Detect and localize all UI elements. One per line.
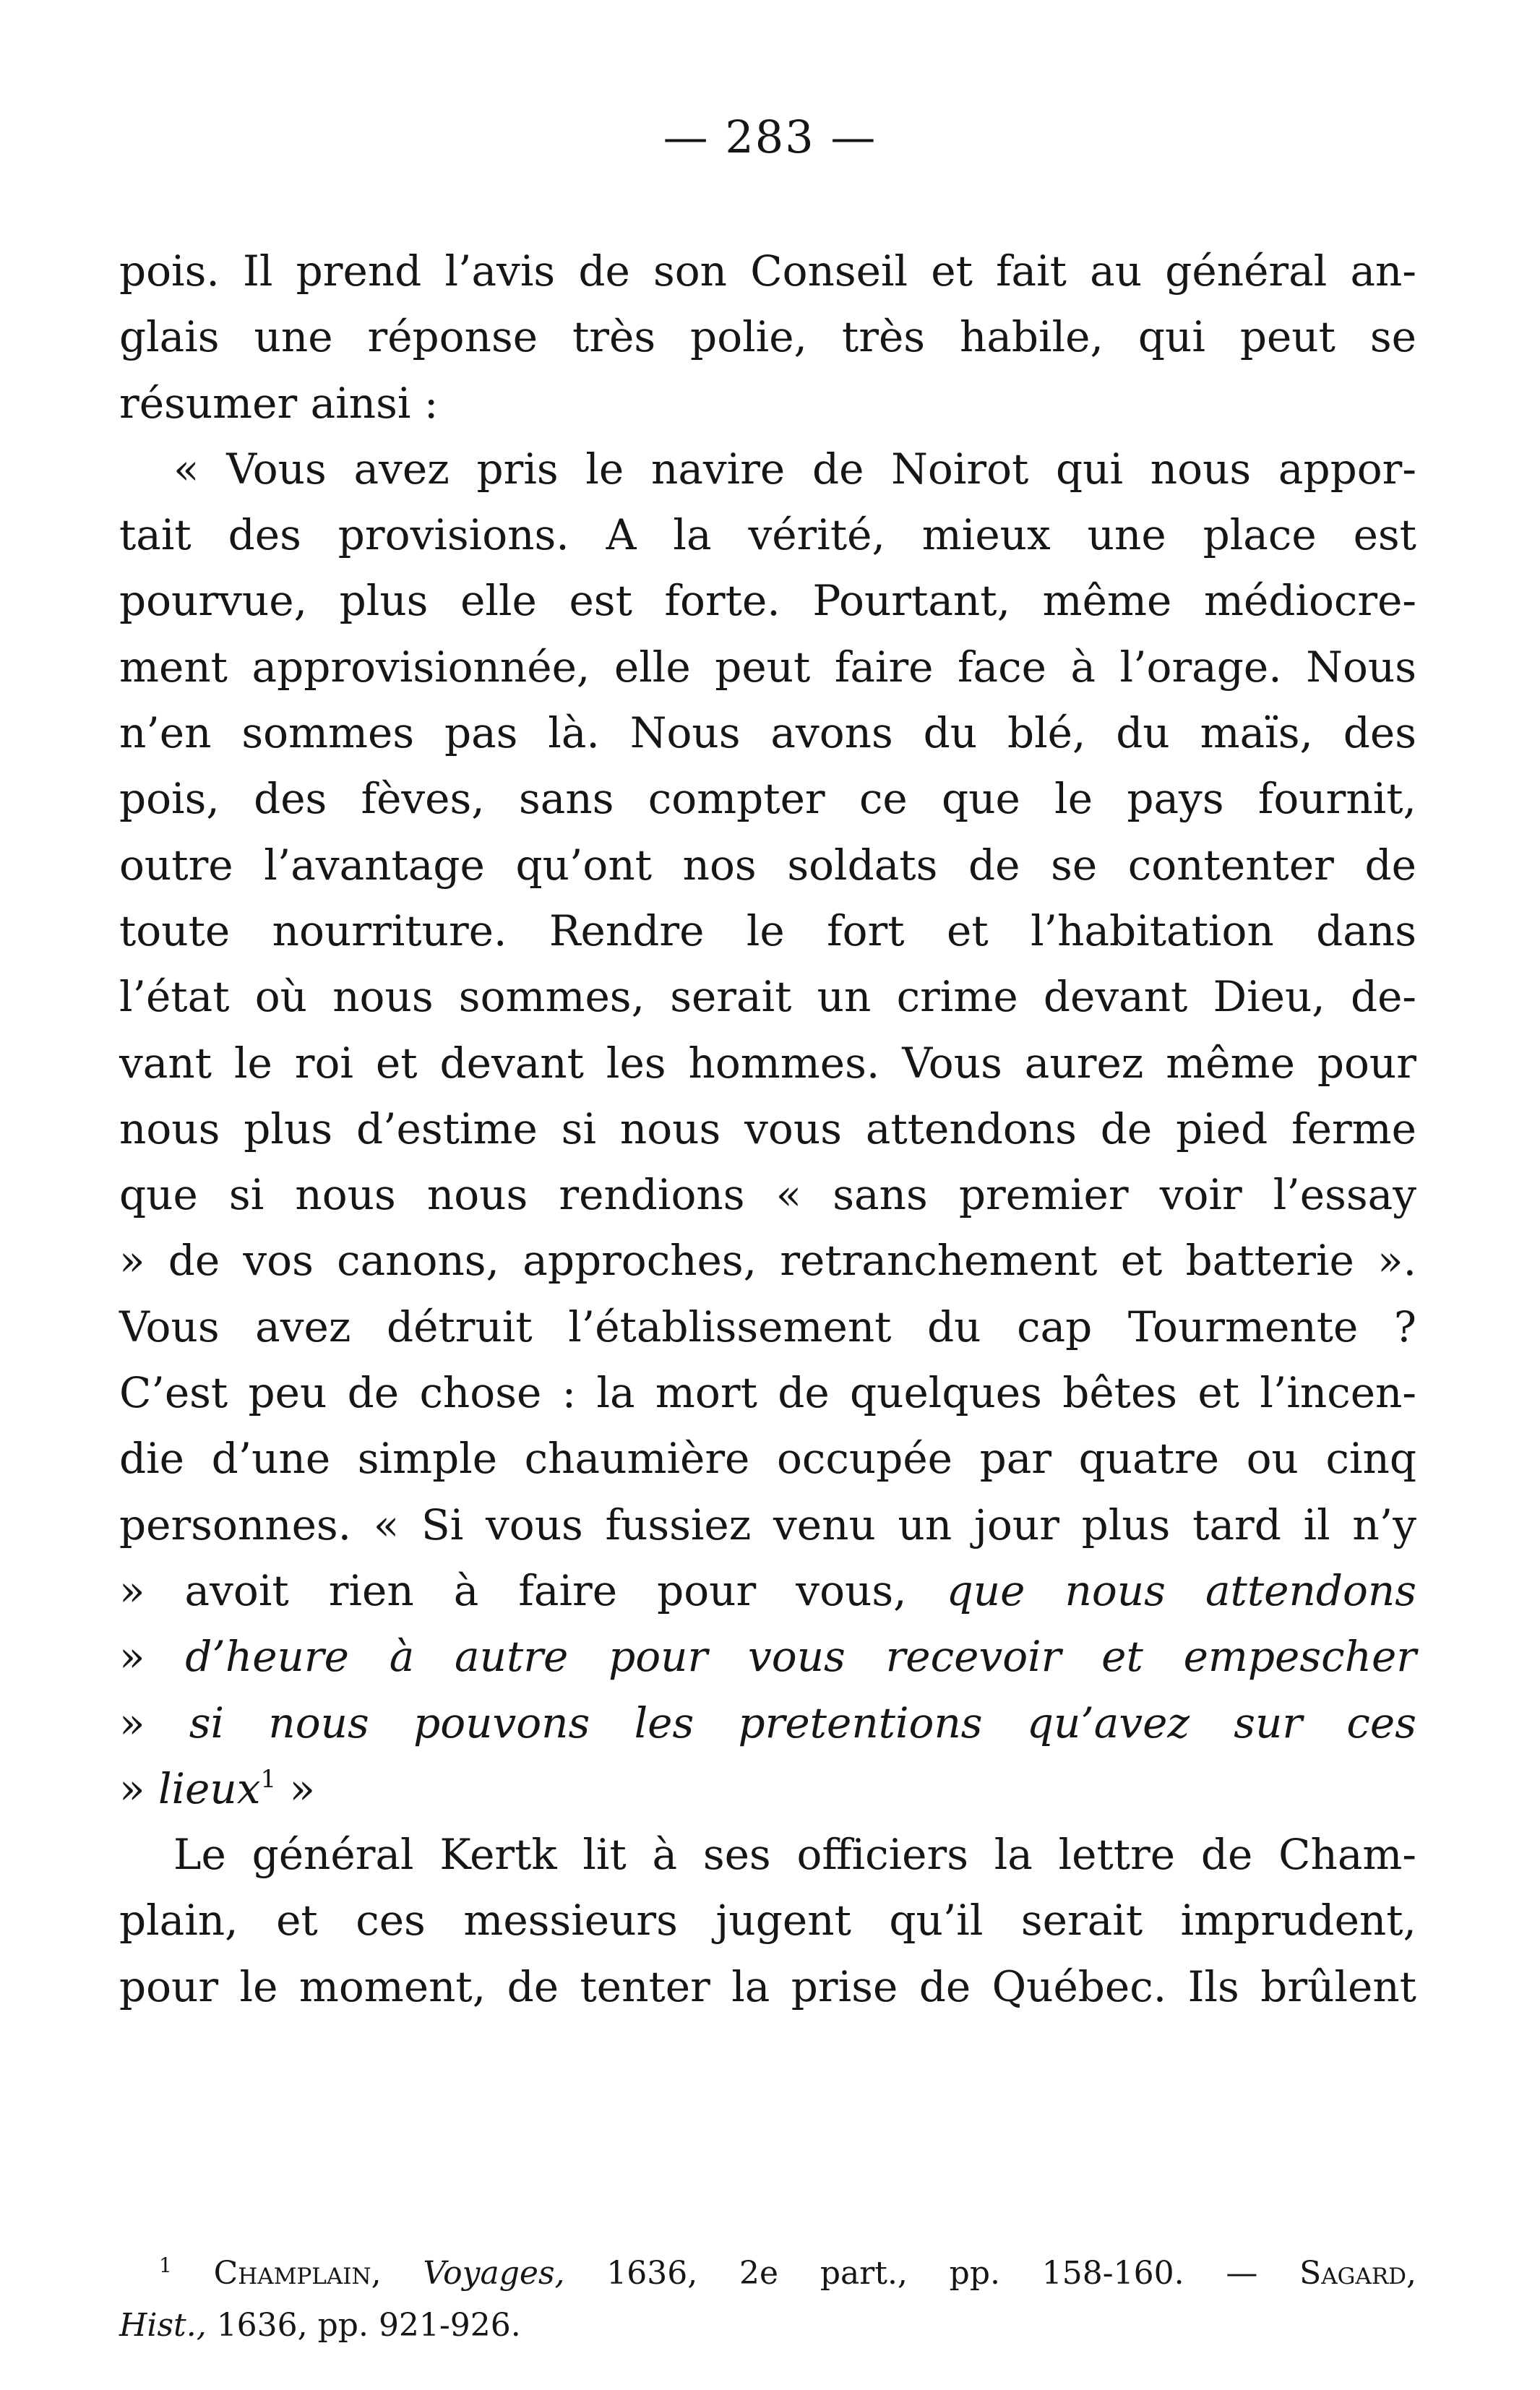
text-line: toute nourriture. Rendre le fort et l’habitation dans — [119, 906, 1416, 955]
quote-text: » avoit rien à faire pour vous, — [119, 1565, 907, 1615]
footnote-marker: 1 — [159, 2253, 172, 2277]
quote-mark: » — [119, 1763, 145, 1813]
text-line: l’état où nous sommes, serait un crime devant Dieu, de- — [119, 972, 1416, 1022]
footnote-ref: 1636, 2e part., pp. 158-160. — — [606, 2255, 1258, 2292]
text-line: » de vos canons, approches, retranchement et batterie ». — [119, 1236, 1416, 1286]
footnote-title: Voyages, — [423, 2255, 565, 2292]
footnote-ref: 1 — [260, 1764, 277, 1794]
text-line: n’en sommes pas là. Nous avons du blé, du maïs, des — [119, 708, 1416, 758]
footnote-line — [119, 2300, 1416, 2352]
footnote-line — [119, 2248, 1416, 2300]
text-line: glais une réponse très polie, très habile, qui peut se — [119, 312, 1416, 362]
text-line: pourvue, plus elle est forte. Pourtant, même médiocre- — [119, 576, 1416, 626]
text-line: résumer ainsi : — [119, 378, 439, 428]
text-line: tait des provisions. A la vérité, mieux une place est — [119, 510, 1416, 560]
text-line: pois. Il prend l’avis de son Conseil et fait au général an- — [119, 246, 1416, 296]
text-line: personnes. « Si vous fussiez venu un jour plus tard il n’y — [119, 1500, 1416, 1549]
footnote-title: Hist., — [119, 2307, 207, 2344]
text-line: Le général Kertk lit à ses officiers la lettre de Cham- — [173, 1830, 1416, 1880]
text-line: pois, des fèves, sans compter ce que le pays fournit, — [119, 774, 1416, 824]
quote-mark: » — [289, 1763, 316, 1813]
quote-italic: d’heure à autre pour vous recevoir et empescher — [185, 1632, 1417, 1682]
text-line: ment approvisionnée, elle peut faire face à l’orage. Nous — [119, 642, 1416, 692]
text-line: nous plus d’estime si nous vous attendons de pied ferme — [119, 1104, 1416, 1153]
text-line-mixed — [119, 1558, 1416, 1624]
quote-italic: si nous pouvons les pretentions qu’avez sur ces — [189, 1698, 1417, 1748]
text-line-mixed — [119, 1624, 1416, 1690]
footnote-author: Sagard, — [1299, 2255, 1417, 2292]
page-number: — 283 — — [663, 111, 877, 163]
text-line-mixed — [119, 1756, 1416, 1822]
text-line-mixed — [119, 1690, 1416, 1756]
quote-mark: » — [119, 1632, 145, 1682]
quote-italic: lieux — [158, 1763, 261, 1813]
body-text — [119, 238, 1416, 2020]
text-line: vant le roi et devant les hommes. Vous aurez même pour — [119, 1038, 1416, 1088]
quote-italic: que nous attendons — [946, 1565, 1416, 1615]
footnote-ref: 1636, pp. 921-926. — [216, 2307, 521, 2344]
footnote-author: Champlain, — [213, 2255, 382, 2292]
text-line: « Vous avez pris le navire de Noirot qui nous appor- — [173, 444, 1416, 494]
text-line: C’est peu de chose : la mort de quelques bêtes et l’incen- — [119, 1368, 1416, 1418]
text-line: outre l’avantage qu’ont nos soldats de se contenter de — [119, 840, 1416, 890]
text-line: die d’une simple chaumière occupée par quatre ou cinq — [119, 1434, 1416, 1484]
quote-mark: » — [119, 1698, 145, 1748]
text-line: Vous avez détruit l’établissement du cap Tourmente ? — [119, 1302, 1416, 1351]
text-line: plain, et ces messieurs jugent qu’il serait imprudent, — [119, 1896, 1416, 1946]
text-line: pour le moment, de tenter la prise de Québec. Ils brûlent — [119, 1961, 1416, 2011]
footnotes — [119, 2248, 1416, 2352]
text-line: que si nous nous rendions « sans premier voir l’essay — [119, 1170, 1416, 1220]
